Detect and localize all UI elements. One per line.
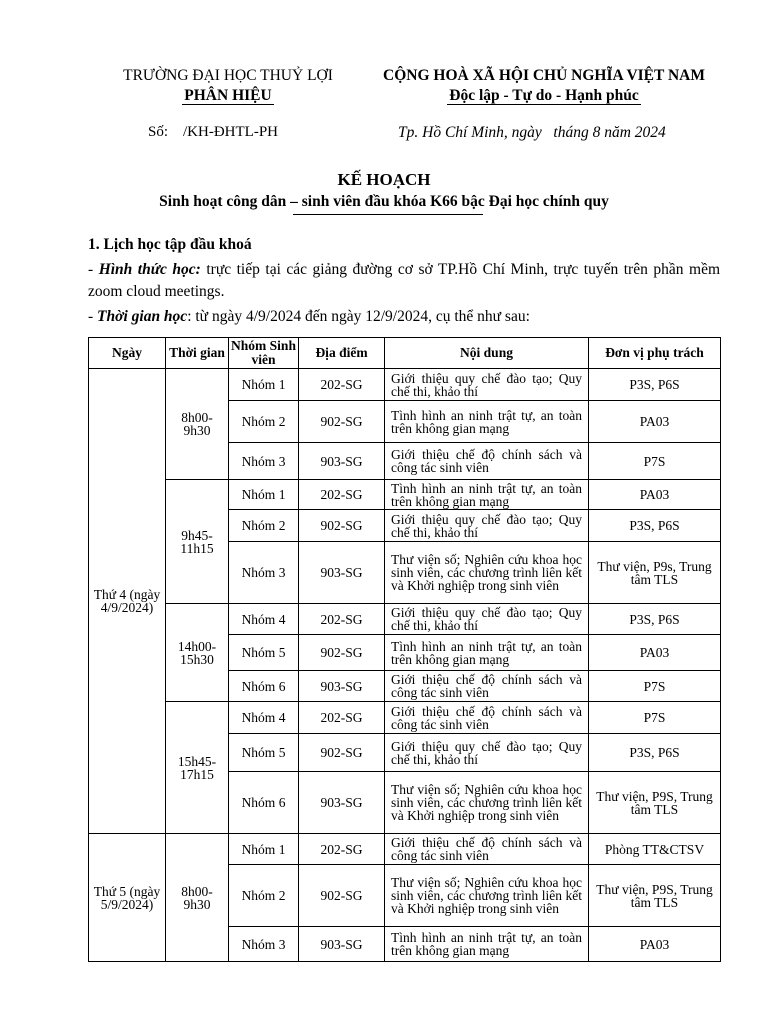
room-cell: 202-SG <box>299 369 385 401</box>
group-cell: Nhóm 4 <box>229 604 299 635</box>
header-content: Nội dung <box>385 338 589 369</box>
unit-cell: PA03 <box>589 635 721 671</box>
room-cell: 202-SG <box>299 834 385 865</box>
group-cell: Nhóm 1 <box>229 834 299 865</box>
unit-cell: PA03 <box>589 927 721 962</box>
table-row <box>89 604 721 635</box>
subtitle-underline <box>293 214 483 215</box>
unit-cell: P3S, P6S <box>589 369 721 401</box>
day-cell: Thứ 4 (ngày 4/9/2024) <box>89 369 166 834</box>
university-name: TRƯỜNG ĐẠI HỌC THUỶ LỢI <box>123 67 333 84</box>
room-cell: 902-SG <box>299 865 385 927</box>
content-cell: Tình hình an ninh trật tự, an toàn trên không gian mạng <box>385 635 589 671</box>
day-cell: Thứ 5 (ngày 5/9/2024) <box>89 834 166 962</box>
room-cell: 902-SG <box>299 635 385 671</box>
unit-cell: P7S <box>589 702 721 734</box>
content-cell: Giới thiệu quy chế đào tạo; Quy chế thi, khảo thí <box>385 604 589 635</box>
unit-cell: P3S, P6S <box>589 734 721 772</box>
content-cell: Giới thiệu chế độ chính sách và công tác sinh viên <box>385 443 589 480</box>
format-paragraph <box>88 259 720 303</box>
format-text: trực tiếp tại các giảng đường cơ sở TP.Hồ Chí Minh, trực tuyến trên phần mềm zoom cloud meetings. <box>88 261 721 300</box>
unit-cell: PA03 <box>589 480 721 510</box>
unit-cell: P7S <box>589 443 721 480</box>
group-cell: Nhóm 1 <box>229 369 299 401</box>
document-subtitle: Sinh hoạt công dân – sinh viên đầu khóa K66 bậc Đại học chính quy <box>159 193 609 210</box>
content-cell: Thư viện số; Nghiên cứu khoa học sinh viên, các chương trình liên kết và Khởi nghiệp trong sinh viên <box>385 542 589 604</box>
room-cell: 902-SG <box>299 734 385 772</box>
unit-cell: Phòng TT&CTSV <box>589 834 721 865</box>
group-cell: Nhóm 3 <box>229 443 299 480</box>
content-cell: Thư viện số; Nghiên cứu khoa học sinh viên, các chương trình liên kết và Khởi nghiệp trong sinh viên <box>385 865 589 927</box>
content-cell: Giới thiệu chế độ chính sách và công tác sinh viên <box>385 834 589 865</box>
room-cell: 903-SG <box>299 443 385 480</box>
unit-cell: P7S <box>589 671 721 702</box>
branch-name-text: PHÂN HIỆU <box>184 87 272 104</box>
place-date: Tp. Hồ Chí Minh, ngày tháng 8 năm 2024 <box>398 124 666 141</box>
group-cell: Nhóm 6 <box>229 772 299 834</box>
header-unit: Đơn vị phụ trách <box>589 338 721 369</box>
room-cell: 903-SG <box>299 671 385 702</box>
format-dash: - <box>88 261 99 278</box>
time-text: : từ ngày 4/9/2024 đến ngày 12/9/2024, cụ thể như sau: <box>187 308 530 325</box>
unit-cell: PA03 <box>589 401 721 443</box>
group-cell: Nhóm 2 <box>229 401 299 443</box>
table-header-row <box>89 338 721 369</box>
nation-motto-text: Độc lập - Tự do - Hạnh phúc <box>449 87 639 104</box>
group-cell: Nhóm 5 <box>229 734 299 772</box>
group-cell: Nhóm 4 <box>229 702 299 734</box>
room-cell: 902-SG <box>299 510 385 542</box>
unit-cell: P3S, P6S <box>589 604 721 635</box>
table-row <box>89 480 721 510</box>
time-cell: 8h00-9h30 <box>166 369 229 480</box>
time-cell: 14h00-15h30 <box>166 604 229 702</box>
content-cell: Tình hình an ninh trật tự, an toàn trên không gian mạng <box>385 401 589 443</box>
content-cell: Giới thiệu chế độ chính sách và công tác sinh viên <box>385 702 589 734</box>
content-cell: Giới thiệu quy chế đào tạo; Quy chế thi, khảo thí <box>385 369 589 401</box>
room-cell: 902-SG <box>299 401 385 443</box>
group-cell: Nhóm 2 <box>229 865 299 927</box>
room-cell: 202-SG <box>299 702 385 734</box>
header-location: Địa điểm <box>299 338 385 369</box>
content-cell: Tình hình an ninh trật tự, an toàn trên không gian mạng <box>385 927 589 962</box>
time-cell: 8h00-9h30 <box>166 834 229 962</box>
time-dash: - <box>88 308 98 325</box>
time-label: Thời gian học <box>97 308 188 325</box>
time-paragraph <box>88 306 720 328</box>
table-row <box>89 702 721 734</box>
group-cell: Nhóm 3 <box>229 927 299 962</box>
header-group: Nhóm Sinh viên <box>229 338 299 369</box>
content-cell: Giới thiệu quy chế đào tạo; Quy chế thi, khảo thí <box>385 734 589 772</box>
content-cell: Giới thiệu quy chế đào tạo; Quy chế thi, khảo thí <box>385 510 589 542</box>
header-day: Ngày <box>89 338 166 369</box>
section-heading: 1. Lịch học tập đầu khoá <box>88 236 252 253</box>
group-cell: Nhóm 6 <box>229 671 299 702</box>
content-cell: Thư viện số; Nghiên cứu khoa học sinh viên, các chương trình liên kết và Khởi nghiệp trong sinh viên <box>385 772 589 834</box>
header-time: Thời gian <box>166 338 229 369</box>
room-cell: 903-SG <box>299 927 385 962</box>
group-cell: Nhóm 1 <box>229 480 299 510</box>
group-cell: Nhóm 2 <box>229 510 299 542</box>
content-cell: Tình hình an ninh trật tự, an toàn trên không gian mạng <box>385 480 589 510</box>
room-cell: 903-SG <box>299 772 385 834</box>
table-row <box>89 834 721 865</box>
document-title: KẾ HOẠCH <box>337 170 431 189</box>
schedule-table <box>88 337 721 962</box>
document-number: Số: /KH-ĐHTL-PH <box>148 124 278 140</box>
nation-name: CỘNG HOÀ XÃ HỘI CHỦ NGHĨA VIỆT NAM <box>383 67 705 84</box>
unit-cell: P3S, P6S <box>589 510 721 542</box>
unit-cell: Thư viện, P9S, Trung tâm TLS <box>589 772 721 834</box>
content-cell: Giới thiệu chế độ chính sách và công tác sinh viên <box>385 671 589 702</box>
time-cell: 9h45-11h15 <box>166 480 229 604</box>
room-cell: 202-SG <box>299 604 385 635</box>
group-cell: Nhóm 3 <box>229 542 299 604</box>
unit-cell: Thư viện, P9S, Trung tâm TLS <box>589 865 721 927</box>
group-cell: Nhóm 5 <box>229 635 299 671</box>
table-row <box>89 369 721 401</box>
format-label: Hình thức học: <box>98 261 201 278</box>
room-cell: 903-SG <box>299 542 385 604</box>
nation-motto <box>362 87 726 105</box>
unit-cell: Thư viện, P9s, Trung tâm TLS <box>589 542 721 604</box>
room-cell: 202-SG <box>299 480 385 510</box>
time-cell: 15h45-17h15 <box>166 702 229 834</box>
branch-name <box>108 87 348 105</box>
